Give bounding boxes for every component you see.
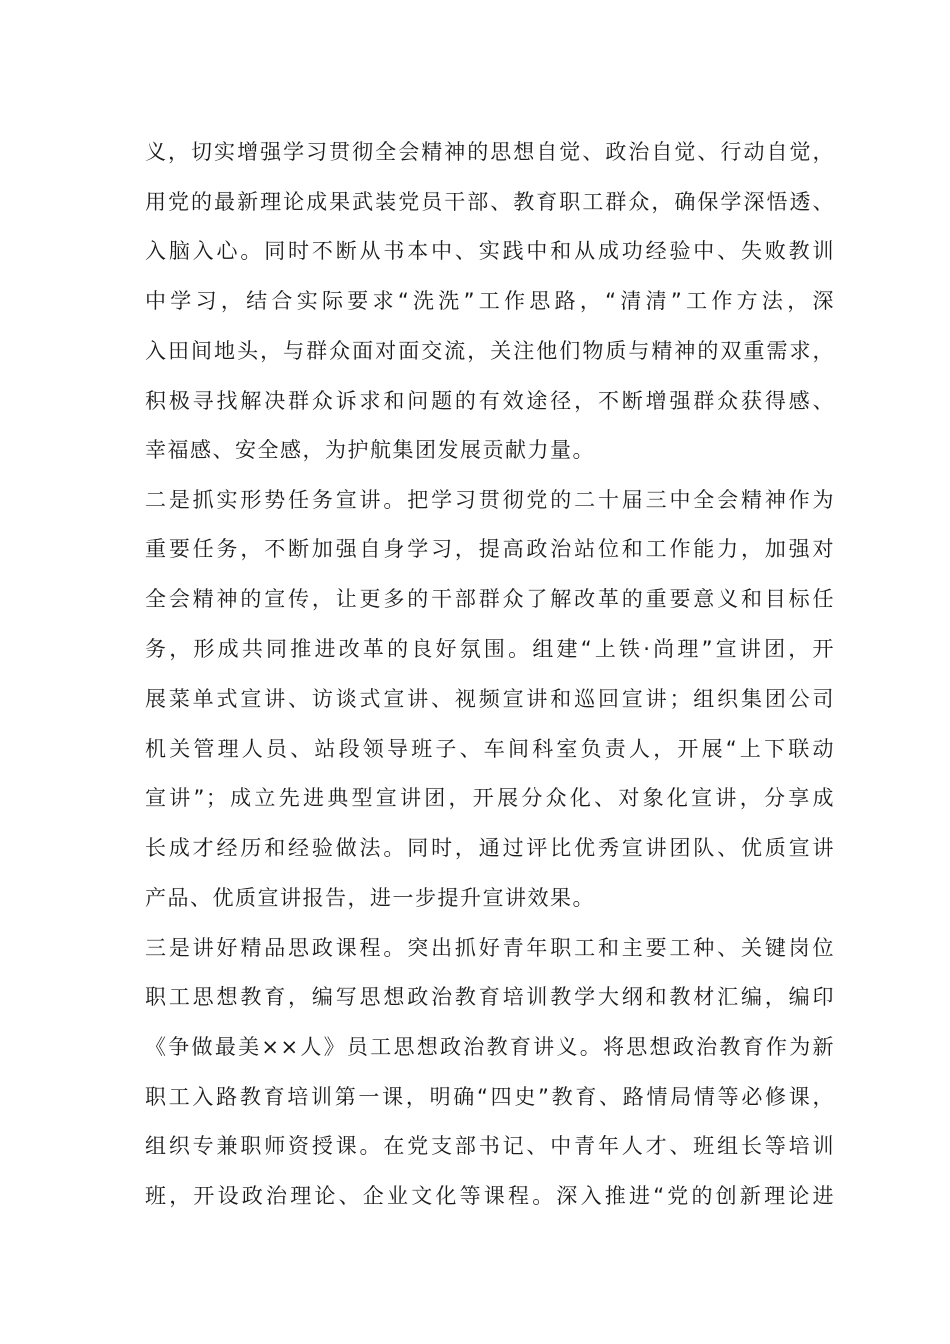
text-line: 宣讲”；成立先进典型宣讲团，开展分众化、对象化宣讲，分享成 xyxy=(145,786,835,810)
text-line: 中学习，结合实际要求“洗洗”工作思路，“清清”工作方法，深 xyxy=(145,289,835,313)
text-line: 产品、优质宣讲报告，进一步提升宣讲效果。 xyxy=(145,886,595,910)
text-line: 义，切实增强学习贯彻全会精神的思想自觉、政治自觉、行动自觉， xyxy=(145,140,835,164)
text-line: 全会精神的宣传，让更多的干部群众了解改革的重要意义和目标任 xyxy=(145,587,835,611)
text-line: 入脑入心。同时不断从书本中、实践中和从成功经验中、失败教训 xyxy=(145,239,835,263)
text-line: 重要任务，不断加强自身学习，提高政治站位和工作能力，加强对 xyxy=(145,537,835,561)
text-line: 班，开设政治理论、企业文化等课程。深入推进“党的创新理论进 xyxy=(145,1184,835,1208)
paragraph-heading-line: 二是抓实形势任务宣讲。把学习贯彻党的二十届三中全会精神作为 xyxy=(145,488,835,512)
text-line: 务，形成共同推进改革的良好氛围。组建“上铁·尚理”宣讲团，开 xyxy=(145,637,835,661)
text-line: 幸福感、安全感，为护航集团发展贡献力量。 xyxy=(145,438,595,462)
text-line: 入田间地头，与群众面对面交流，关注他们物质与精神的双重需求， xyxy=(145,339,835,363)
text-line: 机关管理人员、站段领导班子、车间科室负责人，开展“上下联动 xyxy=(145,737,835,761)
text-line: 积极寻找解决群众诉求和问题的有效途径，不断增强群众获得感、 xyxy=(145,389,835,413)
text-line: 《争做最美××人》员工思想政治教育讲义。将思想政治教育作为新 xyxy=(145,1035,835,1059)
text-line: 用党的最新理论成果武装党员干部、教育职工群众，确保学深悟透、 xyxy=(145,190,835,214)
paragraph-heading-line: 三是讲好精品思政课程。突出抓好青年职工和主要工种、关键岗位 xyxy=(145,936,835,960)
text-line: 长成才经历和经验做法。同时，通过评比优秀宣讲团队、优质宣讲 xyxy=(145,836,835,860)
text-line: 职工思想教育，编写思想政治教育培训教学大纲和教材汇编，编印 xyxy=(145,985,835,1009)
text-line: 职工入路教育培训第一课，明确“四史”教育、路情局情等必修课， xyxy=(145,1085,835,1109)
text-line: 组织专兼职师资授课。在党支部书记、中青年人才、班组长等培训 xyxy=(145,1134,835,1158)
text-line: 展菜单式宣讲、访谈式宣讲、视频宣讲和巡回宣讲；组织集团公司 xyxy=(145,687,835,711)
